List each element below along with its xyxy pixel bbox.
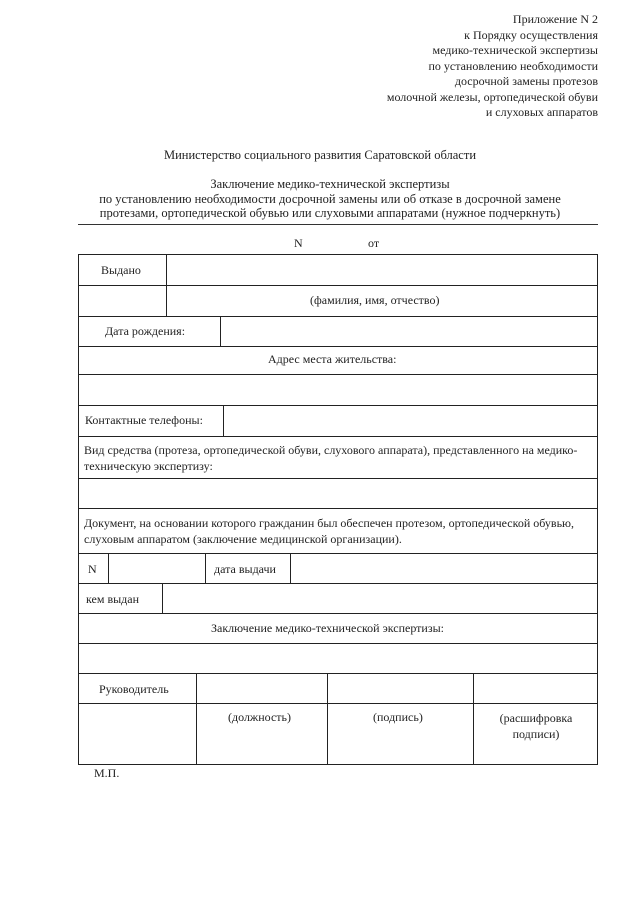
table-hline	[78, 374, 598, 375]
appendix-line: досрочной замены протезов	[454, 74, 598, 88]
conclusion-title-line: Заключение медико-технической экспертизы	[210, 177, 450, 191]
table-border-right	[597, 254, 598, 764]
table-vline	[473, 673, 474, 764]
table-hline	[78, 703, 598, 704]
table-hline	[78, 643, 598, 644]
table-border-left	[78, 254, 79, 764]
doc-number-label: N	[88, 562, 97, 576]
table-vline	[162, 583, 163, 613]
appendix-line: и слуховых аппаратов	[485, 105, 598, 119]
issued-label: Выдано	[101, 263, 141, 277]
conclusion-title-line: по установлению необходимости досрочной замены или об отказе в досрочной замене	[99, 191, 561, 206]
appendix-line: молочной железы, ортопедической обуви	[386, 89, 598, 104]
table-vline	[290, 553, 291, 583]
table-vline	[205, 553, 206, 583]
conclusion-title-line: протезами, ортопедической обувью или слуховыми аппаратами (нужное подчеркнуть)	[99, 206, 561, 220]
table-vline	[223, 405, 224, 436]
table-hline	[78, 583, 598, 584]
head-label: Руководитель	[99, 682, 169, 696]
expert-conclusion-label: Заключение медико-технической экспертизы:	[211, 621, 444, 635]
phones-label: Контактные телефоны:	[85, 413, 203, 427]
fio-hint: (фамилия, имя, отчество)	[310, 293, 440, 307]
table-hline	[78, 478, 598, 479]
signature-hint: (подпись)	[373, 710, 423, 724]
appendix-line: медико-технической экспертизы	[432, 43, 598, 57]
table-hline	[78, 316, 598, 317]
table-vline	[220, 316, 221, 346]
table-hline	[78, 553, 598, 554]
date-from-label: от	[368, 236, 380, 250]
appendix-line: к Порядку осуществления	[464, 27, 598, 42]
ministry-title: Министерство социального развития Саратовской области	[163, 148, 477, 162]
table-vline	[196, 673, 197, 764]
table-vline	[108, 553, 109, 583]
table-vline	[327, 673, 328, 764]
issued-by-label: кем выдан	[86, 592, 140, 606]
table-hline	[78, 254, 598, 255]
table-hline	[78, 764, 598, 765]
decoding-hint: (расшифровка подписи)	[499, 711, 573, 741]
title-underline	[78, 224, 598, 225]
table-hline	[78, 508, 598, 509]
conclusion-title	[60, 177, 600, 221]
table-hline	[78, 405, 598, 406]
stamp-place-label: М.П.	[94, 766, 120, 780]
table-hline	[78, 673, 598, 674]
appendix-header	[387, 12, 598, 121]
table-hline	[78, 613, 598, 614]
table-hline	[78, 436, 598, 437]
table-vline	[166, 254, 167, 316]
appendix-line: Приложение N 2	[512, 12, 598, 26]
issue-date-label: дата выдачи	[214, 562, 276, 576]
birth-date-label: Дата рождения:	[105, 324, 186, 338]
device-type-label: Вид средства (протеза, ортопедической обуви, слухового аппарата), представленного на медико-техническую экспертизу:	[84, 443, 578, 473]
number-label: N	[294, 236, 303, 250]
position-hint: (должность)	[228, 710, 291, 724]
document-label: Документ, на основании которого гражданин был обеспечен протезом, ортопедической обувью, слуховым аппаратом (заключение медицинской организации).	[84, 516, 575, 546]
appendix-line: по установлению необходимости	[428, 58, 598, 73]
table-hline	[78, 285, 598, 286]
address-label: Адрес места жительства:	[268, 352, 397, 366]
table-hline	[78, 346, 598, 347]
